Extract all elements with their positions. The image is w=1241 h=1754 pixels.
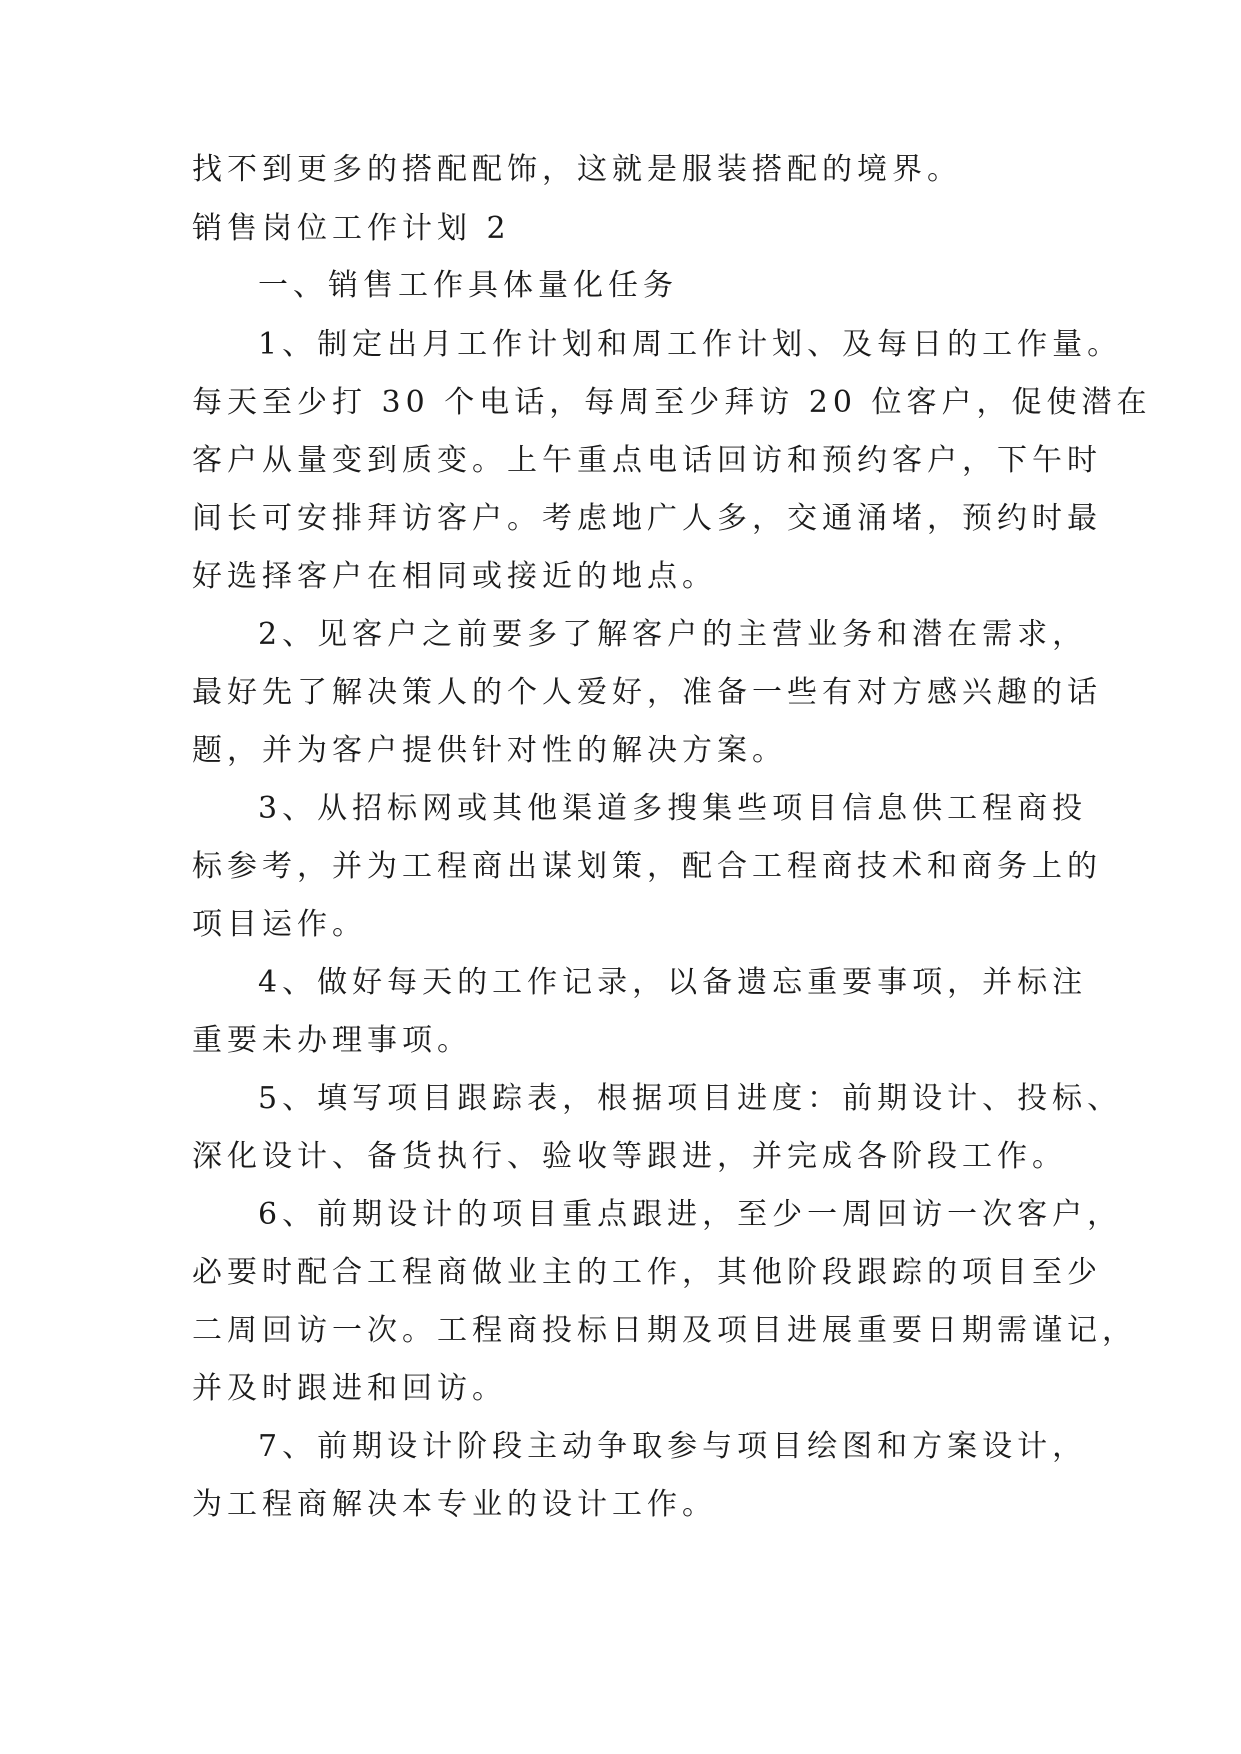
- paragraph-line: 重要未办理事项。: [192, 1023, 472, 1058]
- section-title: 销售岗位工作计划 2: [192, 211, 511, 246]
- paragraph-line: 1、制定出月工作计划和周工作计划、及每日的工作量。: [258, 327, 1123, 362]
- paragraph-line: 深化设计、备货执行、验收等跟进，并完成各阶段工作。: [192, 1139, 1067, 1174]
- paragraph-line: 2、见客户之前要多了解客户的主营业务和潜在需求，: [258, 617, 1088, 652]
- paragraph-line: 3、从招标网或其他渠道多搜集些项目信息供工程商投: [258, 791, 1088, 826]
- paragraph-line: 4、做好每天的工作记录，以备遗忘重要事项，并标注: [258, 965, 1088, 1000]
- paragraph-line: 二周回访一次。工程商投标日期及项目进展重要日期需谨记，: [192, 1313, 1137, 1348]
- paragraph-line: 5、填写项目跟踪表，根据项目进度：前期设计、投标、: [258, 1081, 1123, 1116]
- paragraph-line: 7、前期设计阶段主动争取参与项目绘图和方案设计，: [258, 1429, 1088, 1464]
- paragraph-line: 每天至少打 30 个电话，每周至少拜访 20 位客户，促使潜在: [192, 385, 1152, 420]
- paragraph-line: 项目运作。: [192, 907, 367, 942]
- paragraph-line: 好选择客户在相同或接近的地点。: [192, 559, 717, 594]
- text-line: 找不到更多的搭配配饰，这就是服装搭配的境界。: [192, 152, 962, 187]
- paragraph-line: 必要时配合工程商做业主的工作，其他阶段跟踪的项目至少: [192, 1255, 1102, 1290]
- paragraph-line: 标参考，并为工程商出谋划策，配合工程商技术和商务上的: [192, 849, 1102, 884]
- paragraph-line: 客户从量变到质变。上午重点电话回访和预约客户，下午时: [192, 443, 1102, 478]
- paragraph-line: 题，并为客户提供针对性的解决方案。: [192, 733, 787, 768]
- section-heading: 一、销售工作具体量化任务: [258, 268, 678, 303]
- paragraph-line: 并及时跟进和回访。: [192, 1371, 507, 1406]
- paragraph-line: 6、前期设计的项目重点跟进，至少一周回访一次客户，: [258, 1197, 1123, 1232]
- paragraph-line: 间长可安排拜访客户。考虑地广人多，交通涌堵，预约时最: [192, 501, 1102, 536]
- paragraph-line: 最好先了解决策人的个人爱好，准备一些有对方感兴趣的话: [192, 675, 1102, 710]
- paragraph-line: 为工程商解决本专业的设计工作。: [192, 1487, 717, 1522]
